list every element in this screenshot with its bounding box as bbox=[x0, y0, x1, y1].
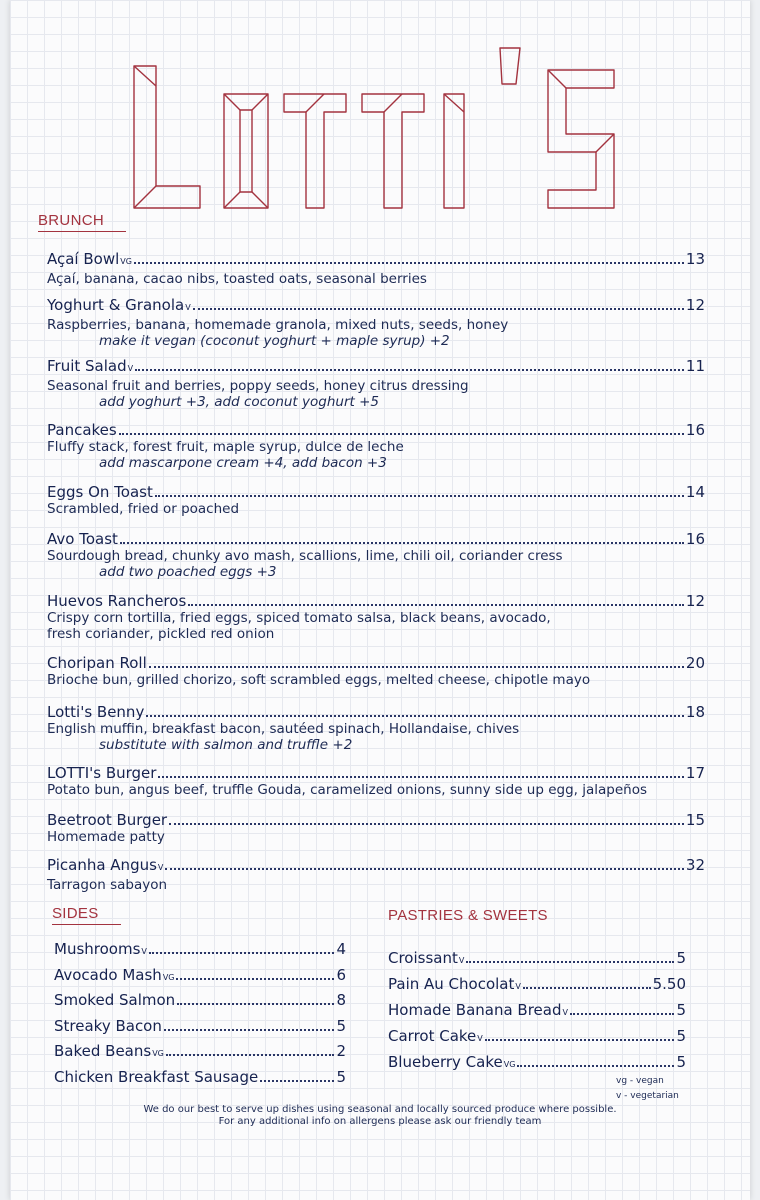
menu-item-name: Smoked Salmon bbox=[54, 991, 176, 1009]
menu-item-description: Sourdough bread, chunky avo mash, scallions, lime, chili oil, coriander cress bbox=[47, 548, 563, 564]
side-item bbox=[54, 1068, 346, 1086]
menu-item-row bbox=[54, 1068, 346, 1086]
menu-item-description: English muffin, breakfast bacon, sautéed spinach, Hollandaise, chives bbox=[47, 721, 520, 737]
menu-item-name: Pancakes bbox=[47, 421, 117, 439]
diet-tag: V bbox=[185, 303, 191, 312]
menu-item-row bbox=[47, 654, 705, 672]
brunch-heading: BRUNCH bbox=[38, 212, 126, 232]
menu-item-name: Avo Toast bbox=[47, 530, 118, 548]
side-item bbox=[54, 1042, 346, 1063]
menu-item-row bbox=[54, 940, 346, 961]
diet-tag: V bbox=[562, 1008, 568, 1017]
menu-item-price: 15 bbox=[685, 811, 705, 829]
menu-item-name: Carrot Cake bbox=[388, 1027, 477, 1045]
dot-leader bbox=[134, 262, 684, 264]
side-item bbox=[54, 1017, 346, 1035]
menu-item-name: Streaky Bacon bbox=[54, 1016, 162, 1035]
brunch-item bbox=[47, 296, 705, 349]
diet-tag: V bbox=[157, 863, 164, 872]
dot-leader bbox=[146, 715, 684, 717]
menu-item-price: 11 bbox=[685, 357, 705, 375]
menu-item-name: Açaí Bowl bbox=[47, 250, 120, 268]
menu-item-price: 6 bbox=[336, 965, 346, 984]
menu-item-name: Pain Au Chocolat bbox=[388, 975, 515, 993]
menu-item-row bbox=[388, 975, 686, 996]
dot-leader bbox=[466, 961, 674, 963]
menu-item-row bbox=[388, 1001, 686, 1022]
menu-item-price: 2 bbox=[336, 1042, 346, 1060]
dot-leader bbox=[260, 1080, 334, 1082]
dot-leader bbox=[165, 868, 684, 870]
diet-tag: VG bbox=[162, 972, 175, 982]
menu-item-price: 5 bbox=[336, 1067, 346, 1086]
footer-allergen-note: For any additional info on allergens please ask our friendly team bbox=[218, 1116, 542, 1127]
menu-item-description: fresh coriander, pickled red onion bbox=[47, 626, 275, 642]
dot-leader bbox=[169, 823, 684, 825]
menu-item-row bbox=[54, 1042, 346, 1063]
side-item bbox=[54, 966, 346, 987]
dot-leader bbox=[155, 495, 684, 497]
dot-leader bbox=[164, 1029, 335, 1031]
diet-tag: VG bbox=[152, 1049, 164, 1058]
menu-item-name: Picanha Angus bbox=[47, 856, 157, 874]
menu-item-row bbox=[54, 1017, 346, 1035]
menu-item-description: Homemade patty bbox=[47, 829, 165, 845]
pastry-item bbox=[388, 949, 686, 970]
menu-item-price: 5 bbox=[336, 1016, 346, 1035]
brunch-item bbox=[47, 530, 705, 580]
diet-tag: V bbox=[515, 982, 521, 991]
menu-item-price: 18 bbox=[685, 703, 705, 721]
menu-item-name: Blueberry Cake bbox=[388, 1053, 503, 1071]
menu-item-price: 5 bbox=[676, 1053, 686, 1071]
dot-leader bbox=[193, 308, 684, 310]
brunch-item bbox=[47, 421, 705, 471]
menu-item-name: Lotti's Benny bbox=[47, 703, 145, 721]
menu-item-name: Fruit Salad bbox=[47, 357, 127, 375]
dot-leader bbox=[166, 1054, 335, 1056]
menu-item-price: 5 bbox=[676, 1001, 686, 1019]
side-item bbox=[54, 940, 346, 961]
dot-leader bbox=[188, 604, 684, 606]
brunch-item bbox=[47, 856, 705, 893]
menu-item-description: Scrambled, fried or poached bbox=[47, 501, 240, 517]
legend-vegetarian: v - vegetarian bbox=[616, 1091, 679, 1101]
dot-leader bbox=[119, 433, 684, 435]
menu-item-row bbox=[47, 357, 705, 378]
dot-leader bbox=[135, 369, 684, 371]
menu-item-addon: make it vegan (coconut yoghurt + maple syrup) +2 bbox=[99, 333, 450, 349]
menu-item-row bbox=[47, 250, 705, 271]
brunch-item bbox=[47, 703, 705, 753]
diet-tag: V bbox=[141, 947, 147, 956]
diet-tag: VG bbox=[120, 257, 132, 266]
menu-item-name: Choripan Roll bbox=[47, 654, 147, 672]
diet-tag: V bbox=[458, 956, 465, 965]
pastry-item bbox=[388, 1027, 686, 1048]
brunch-item bbox=[47, 357, 705, 410]
menu-item-name: Baked Beans bbox=[54, 1042, 152, 1060]
menu-item-price: 4 bbox=[336, 940, 346, 958]
menu-item-row bbox=[388, 1053, 686, 1074]
menu-item-row bbox=[54, 991, 346, 1009]
brunch-item bbox=[47, 483, 705, 517]
diet-tag: VG bbox=[503, 1060, 516, 1069]
diet-tag: V bbox=[127, 364, 134, 373]
menu-item-name: Eggs On Toast bbox=[47, 483, 153, 501]
menu-item-name: Chicken Breakfast Sausage bbox=[54, 1067, 259, 1086]
menu-item-name: Avocado Mash bbox=[54, 965, 162, 984]
menu-item-description: Seasonal fruit and berries, poppy seeds, honey citrus dressing bbox=[47, 378, 469, 394]
menu-item-name: Yoghurt & Granola bbox=[47, 296, 185, 314]
menu-item-description: Raspberries, banana, homemade granola, mixed nuts, seeds, honey bbox=[47, 317, 509, 333]
menu-item-addon: add two poached eggs +3 bbox=[99, 564, 277, 580]
menu-item-price: 16 bbox=[685, 530, 705, 548]
side-item bbox=[54, 991, 346, 1009]
menu-item-row bbox=[54, 966, 346, 987]
menu-item-price: 20 bbox=[685, 654, 705, 672]
menu-item-price: 17 bbox=[685, 764, 705, 782]
menu-item-price: 12 bbox=[685, 296, 705, 314]
menu-item-row bbox=[388, 1027, 686, 1048]
menu-item-description: Potato bun, angus beef, truffle Gouda, caramelized onions, sunny side up egg, jalapeños bbox=[47, 782, 648, 798]
brunch-item bbox=[47, 811, 705, 845]
menu-item-price: 32 bbox=[685, 856, 705, 874]
pastry-item bbox=[388, 1053, 686, 1074]
brunch-item bbox=[47, 654, 705, 688]
diet-tag: V bbox=[477, 1034, 483, 1043]
menu-item-name: Homade Banana Bread bbox=[388, 1001, 562, 1019]
menu-item-description: Tarragon sabayon bbox=[47, 877, 168, 893]
pastry-item bbox=[388, 975, 686, 996]
dot-leader bbox=[523, 987, 651, 989]
dot-leader bbox=[149, 666, 684, 668]
menu-item-addon: add yoghurt +3, add coconut yoghurt +5 bbox=[99, 394, 379, 410]
menu-item-price: 12 bbox=[685, 592, 705, 610]
menu-item-price: 16 bbox=[685, 421, 705, 439]
dot-leader bbox=[120, 542, 684, 544]
menu-item-addon: substitute with salmon and truffle +2 bbox=[99, 737, 353, 753]
brunch-item bbox=[47, 250, 705, 287]
menu-item-row bbox=[47, 764, 705, 782]
restaurant-logo bbox=[128, 44, 628, 216]
menu-item-price: 8 bbox=[336, 991, 346, 1009]
footer-note: We do our best to serve up dishes using seasonal and locally sourced produce where possible. bbox=[143, 1104, 617, 1115]
dot-leader bbox=[176, 978, 334, 980]
dot-leader bbox=[485, 1039, 675, 1041]
menu-item-price: 5.50 bbox=[652, 975, 686, 993]
brunch-item bbox=[47, 764, 705, 798]
dot-leader bbox=[158, 776, 683, 778]
menu-item-row bbox=[47, 483, 705, 501]
dot-leader bbox=[177, 1003, 334, 1005]
menu-item-price: 14 bbox=[685, 483, 705, 501]
menu-item-name: Beetroot Burger bbox=[47, 811, 168, 829]
menu-item-addon: add mascarpone cream +4, add bacon +3 bbox=[99, 455, 387, 471]
pastries-heading: PASTRIES & SWEETS bbox=[388, 907, 548, 924]
menu-item-description: Açaí, banana, cacao nibs, toasted oats, seasonal berries bbox=[47, 271, 427, 287]
sides-heading: SIDES bbox=[52, 905, 121, 925]
menu-item-row bbox=[47, 592, 705, 610]
menu-item-price: 5 bbox=[676, 949, 686, 967]
menu-item-name: Croissant bbox=[388, 949, 458, 967]
menu-item-row bbox=[47, 856, 705, 877]
menu-item-row bbox=[47, 811, 705, 829]
menu-item-row bbox=[47, 530, 705, 548]
dot-leader bbox=[149, 952, 335, 954]
menu-item-name: LOTTI's Burger bbox=[47, 764, 157, 782]
menu-item-name: Huevos Rancheros bbox=[47, 592, 187, 610]
menu-item-row bbox=[47, 703, 705, 721]
menu-item-description: Brioche bun, grilled chorizo, soft scrambled eggs, melted cheese, chipotle mayo bbox=[47, 672, 591, 688]
menu-item-price: 13 bbox=[685, 250, 705, 268]
brunch-item bbox=[47, 592, 705, 642]
legend-vegan: vg - vegan bbox=[616, 1076, 664, 1086]
menu-item-name: Mushrooms bbox=[54, 940, 141, 958]
menu-item-description: Fluffy stack, forest fruit, maple syrup, dulce de leche bbox=[47, 439, 404, 455]
menu-item-description: Crispy corn tortilla, fried eggs, spiced tomato salsa, black beans, avocado, bbox=[47, 610, 551, 626]
dot-leader bbox=[570, 1013, 674, 1015]
pastry-item bbox=[388, 1001, 686, 1022]
menu-item-row bbox=[47, 421, 705, 439]
menu-item-row bbox=[388, 949, 686, 970]
menu-item-price: 5 bbox=[676, 1027, 686, 1045]
menu-item-row bbox=[47, 296, 705, 317]
dot-leader bbox=[517, 1065, 674, 1067]
